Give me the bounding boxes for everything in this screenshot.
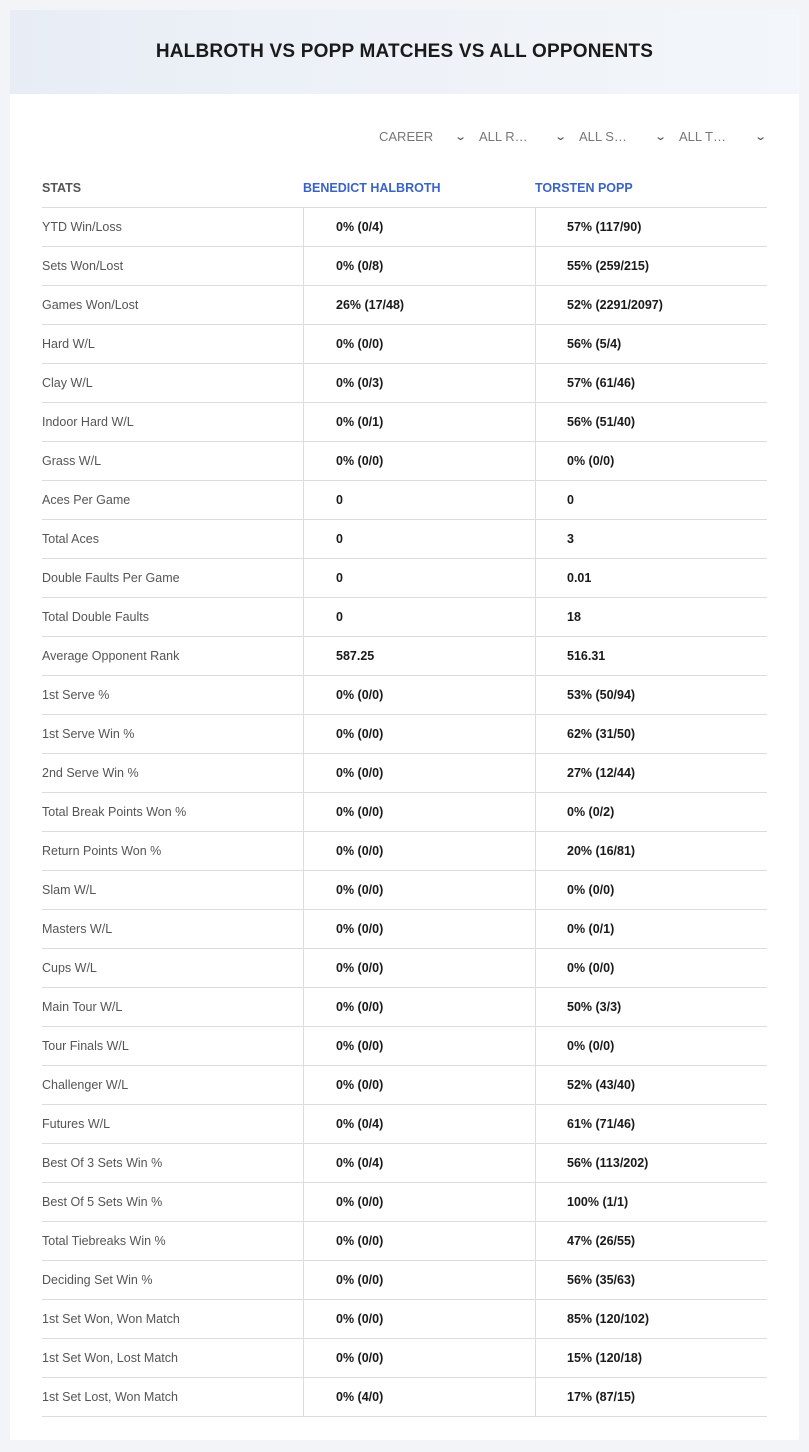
stat-label: Total Tiebreaks Win % — [42, 1234, 166, 1248]
stat-label: YTD Win/Loss — [42, 220, 122, 234]
table-row — [42, 1378, 767, 1417]
player1-value: 0% (0/4) — [303, 1105, 535, 1143]
stat-label: Double Faults Per Game — [42, 571, 180, 585]
player2-value: 100% (1/1) — [535, 1183, 767, 1221]
player2-value: 50% (3/3) — [535, 988, 767, 1026]
period-filter-select[interactable] — [367, 126, 467, 146]
player1-value: 0% (0/0) — [303, 1027, 535, 1065]
table-row — [42, 910, 767, 949]
player2-value: 55% (259/215) — [535, 247, 767, 285]
table-row — [42, 1105, 767, 1144]
player1-value: 0 — [303, 481, 535, 519]
player2-value: 15% (120/18) — [535, 1339, 767, 1377]
table-row — [42, 247, 767, 286]
stats-table — [42, 168, 767, 1417]
table-row — [42, 754, 767, 793]
player2-value: 516.31 — [535, 637, 767, 675]
stat-label: Total Aces — [42, 532, 99, 546]
player2-value: 0% (0/1) — [535, 910, 767, 948]
player1-value: 0% (0/0) — [303, 1339, 535, 1377]
player1-value: 0% (0/3) — [303, 364, 535, 402]
table-row — [42, 793, 767, 832]
player1-value: 0% (0/1) — [303, 403, 535, 441]
player2-value: 0% (0/2) — [535, 793, 767, 831]
surface-filter-select[interactable] — [567, 126, 667, 146]
table-row — [42, 1222, 767, 1261]
player1-value: 0% (0/0) — [303, 1183, 535, 1221]
round-filter-label: ALL R… — [479, 128, 528, 144]
table-row — [42, 559, 767, 598]
surface-filter-label: ALL S… — [579, 128, 627, 144]
stat-label: Tour Finals W/L — [42, 1039, 129, 1053]
player1-value: 0% (4/0) — [303, 1378, 535, 1416]
table-row — [42, 208, 767, 247]
stat-label: Total Break Points Won % — [42, 805, 187, 819]
player2-value: 56% (35/63) — [535, 1261, 767, 1299]
filter-bar — [367, 126, 767, 146]
player1-value: 0% (0/0) — [303, 442, 535, 480]
table-row — [42, 403, 767, 442]
table-header — [42, 168, 767, 208]
player2-value: 57% (61/46) — [535, 364, 767, 402]
stat-label: 1st Set Won, Won Match — [42, 1312, 180, 1326]
stat-label: Best Of 3 Sets Win % — [42, 1156, 163, 1170]
chevron-down-icon: ⌄ — [453, 130, 467, 143]
table-row — [42, 871, 767, 910]
stat-label: Challenger W/L — [42, 1078, 129, 1092]
card-header — [10, 10, 799, 94]
stat-label: Aces Per Game — [42, 493, 131, 507]
table-row — [42, 1300, 767, 1339]
round-filter-select[interactable] — [467, 126, 567, 146]
stat-label: Games Won/Lost — [42, 298, 139, 312]
player1-value: 0% (0/0) — [303, 793, 535, 831]
player1-value: 0% (0/0) — [303, 1261, 535, 1299]
table-row — [42, 949, 767, 988]
player1-value: 587.25 — [303, 637, 535, 675]
player1-name-link[interactable]: BENEDICT HALBROTH — [303, 180, 441, 195]
player1-value: 0 — [303, 559, 535, 597]
player2-value: 17% (87/15) — [535, 1378, 767, 1416]
stat-label: Deciding Set Win % — [42, 1273, 153, 1287]
chevron-down-icon: ⌄ — [653, 130, 667, 143]
player2-value: 3 — [535, 520, 767, 558]
table-row — [42, 676, 767, 715]
table-row — [42, 364, 767, 403]
stat-label: Main Tour W/L — [42, 1000, 123, 1014]
stat-label: 2nd Serve Win % — [42, 766, 139, 780]
player2-value: 0.01 — [535, 559, 767, 597]
tournament-filter-select[interactable] — [667, 126, 767, 146]
table-row — [42, 1261, 767, 1300]
stat-label: Cups W/L — [42, 961, 97, 975]
stat-label: Indoor Hard W/L — [42, 415, 134, 429]
player1-value: 0% (0/0) — [303, 676, 535, 714]
player2-value: 56% (5/4) — [535, 325, 767, 363]
chevron-down-icon: ⌄ — [553, 130, 567, 143]
stat-label: 1st Set Lost, Won Match — [42, 1390, 178, 1404]
stat-label: Hard W/L — [42, 337, 95, 351]
stat-label: Sets Won/Lost — [42, 259, 124, 273]
player1-value: 26% (17/48) — [303, 286, 535, 324]
tournament-filter-label: ALL T… — [679, 128, 726, 144]
player1-value: 0% (0/0) — [303, 715, 535, 753]
table-row — [42, 1144, 767, 1183]
player2-value: 0% (0/0) — [535, 871, 767, 909]
table-body — [42, 208, 767, 1417]
table-row — [42, 598, 767, 637]
player1-value: 0% (0/0) — [303, 910, 535, 948]
table-row — [42, 442, 767, 481]
player1-value: 0% (0/0) — [303, 871, 535, 909]
stats-column-header: STATS — [42, 180, 82, 195]
stat-label: 1st Set Won, Lost Match — [42, 1351, 178, 1365]
player1-value: 0% (0/0) — [303, 1222, 535, 1260]
table-row — [42, 988, 767, 1027]
player2-name-link[interactable]: TORSTEN POPP — [535, 180, 633, 195]
stat-label: Best Of 5 Sets Win % — [42, 1195, 163, 1209]
stat-label: Grass W/L — [42, 454, 102, 468]
stats-card — [10, 10, 799, 1440]
table-row — [42, 1339, 767, 1378]
player2-value: 27% (12/44) — [535, 754, 767, 792]
player2-value: 20% (16/81) — [535, 832, 767, 870]
stat-label: Masters W/L — [42, 922, 113, 936]
player2-value: 0% (0/0) — [535, 1027, 767, 1065]
chevron-down-icon: ⌄ — [753, 130, 767, 143]
period-filter-label: CAREER — [379, 128, 434, 144]
player2-value: 61% (71/46) — [535, 1105, 767, 1143]
player1-value: 0% (0/4) — [303, 208, 535, 246]
player1-value: 0% (0/0) — [303, 988, 535, 1026]
stat-label: Futures W/L — [42, 1117, 111, 1131]
player2-value: 56% (113/202) — [535, 1144, 767, 1182]
player2-value: 47% (26/55) — [535, 1222, 767, 1260]
player1-value: 0 — [303, 598, 535, 636]
stat-label: Average Opponent Rank — [42, 649, 180, 663]
player1-value: 0% (0/4) — [303, 1144, 535, 1182]
player2-value: 53% (50/94) — [535, 676, 767, 714]
player2-value: 0 — [535, 481, 767, 519]
player1-value: 0% (0/8) — [303, 247, 535, 285]
player1-value: 0% (0/0) — [303, 832, 535, 870]
player1-value: 0% (0/0) — [303, 949, 535, 987]
player2-value: 52% (43/40) — [535, 1066, 767, 1104]
player2-value: 57% (117/90) — [535, 208, 767, 246]
table-row — [42, 1183, 767, 1222]
player2-value: 52% (2291/2097) — [535, 286, 767, 324]
player1-value: 0% (0/0) — [303, 1300, 535, 1338]
stat-label: Return Points Won % — [42, 844, 162, 858]
player1-value: 0% (0/0) — [303, 754, 535, 792]
player1-value: 0% (0/0) — [303, 325, 535, 363]
player1-value: 0 — [303, 520, 535, 558]
table-row — [42, 520, 767, 559]
page-title: HALBROTH VS POPP MATCHES VS ALL OPPONENTS — [155, 41, 654, 62]
player2-value: 85% (120/102) — [535, 1300, 767, 1338]
table-row — [42, 481, 767, 520]
player2-value: 0% (0/0) — [535, 949, 767, 987]
table-row — [42, 715, 767, 754]
stat-label: 1st Serve % — [42, 688, 110, 702]
stat-label: Slam W/L — [42, 883, 97, 897]
table-row — [42, 1027, 767, 1066]
stat-label: 1st Serve Win % — [42, 727, 135, 741]
table-row — [42, 325, 767, 364]
table-row — [42, 286, 767, 325]
player2-value: 56% (51/40) — [535, 403, 767, 441]
player2-value: 62% (31/50) — [535, 715, 767, 753]
table-row — [42, 1066, 767, 1105]
player1-value: 0% (0/0) — [303, 1066, 535, 1104]
stat-label: Clay W/L — [42, 376, 93, 390]
player2-value: 0% (0/0) — [535, 442, 767, 480]
stat-label: Total Double Faults — [42, 610, 150, 624]
table-row — [42, 832, 767, 871]
table-row — [42, 637, 767, 676]
player2-value: 18 — [535, 598, 767, 636]
